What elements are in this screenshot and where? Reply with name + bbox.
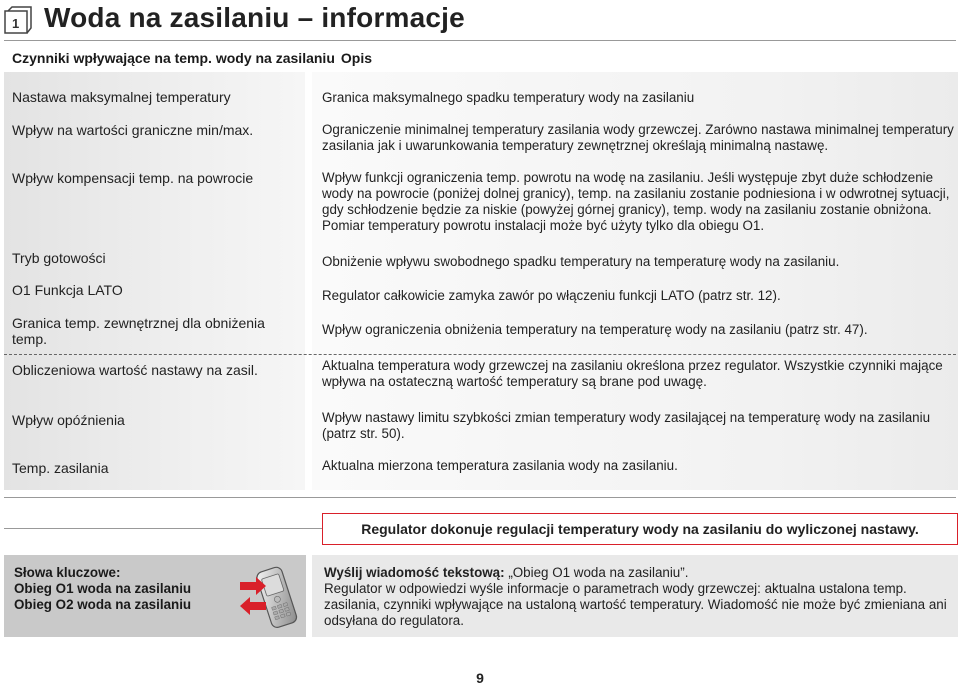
- column-header-description: Opis: [340, 50, 372, 66]
- book-icon: [4, 6, 32, 34]
- factor-label: Temp. zasilania: [12, 460, 109, 476]
- factor-label: O1 Funkcja LATO: [12, 282, 123, 298]
- mobile-phone-icon: [238, 560, 304, 634]
- callout-container: [322, 513, 958, 545]
- factor-label: Granica temp. zewnętrznej dla obniżenia temp.: [12, 315, 265, 347]
- factor-label: Nastawa maksymalnej temperatury: [12, 89, 231, 105]
- factor-description: Aktualna mierzona temperatura zasilania wody na zasilaniu.: [322, 458, 678, 473]
- sms-command: „Obieg O1 woda na zasilaniu”.: [508, 565, 689, 580]
- keywords-heading: Słowa kluczowe:: [14, 565, 121, 580]
- sms-body: Regulator w odpowiedzi wyśle informacje o parametrach wody grzewczej: aktualna ustalona temp. zasilania, czynniki wpływające na ustaloną wartość temperatury. Wiadomość nie może być zmieniana ani odsyłana do regulatora.: [324, 581, 947, 628]
- section-divider: [4, 354, 956, 355]
- column-header-factors: Czynniki wpływające na temp. wody na zasilaniu: [12, 50, 335, 66]
- factor-label: Wpływ kompensacji temp. na powrocie: [12, 170, 254, 186]
- sms-box: [312, 555, 958, 637]
- factor-description: Aktualna temperatura wody grzewczej na zasilaniu określona przez regulator. Wszystkie czynniki mające wpływa na ostateczną wartość temperatury są brane pod uwagę.: [322, 358, 943, 389]
- keyword-item: Obieg O1 woda na zasilaniu: [14, 581, 192, 596]
- page-number: 9: [476, 670, 484, 686]
- factor-label: Wpływ na wartości graniczne min/max.: [12, 122, 254, 138]
- column-headers: [12, 50, 372, 66]
- header-divider: [4, 40, 956, 41]
- factor-label: Obliczeniowa wartość nastawy na zasil.: [12, 362, 258, 378]
- bottom-divider: [4, 497, 956, 498]
- callout-leader-line: [4, 528, 322, 529]
- factor-label: Wpływ opóźnienia: [12, 412, 125, 428]
- factor-description: Regulator całkowicie zamyka zawór po włączeniu funkcji LATO (patrz str. 12).: [322, 288, 781, 303]
- factor-description: Ograniczenie minimalnej temperatury zasilania wody grzewczej. Zarówno nastawa minimalnej temperatury zasilania jak i uwarunkowania temperatury zewnętrznej określają minimalną nastawę.: [322, 122, 954, 153]
- keyword-item: Obieg O2 woda na zasilaniu: [14, 597, 192, 612]
- sms-lead: Wyślij wiadomość tekstową:: [324, 565, 505, 580]
- factor-label: Tryb gotowości: [12, 250, 106, 266]
- factor-description: Granica maksymalnego spadku temperatury wody na zasilaniu: [322, 90, 695, 105]
- factor-description: Wpływ ograniczenia obniżenia temperatury na temperaturę wody na zasilaniu (patrz str. 47).: [322, 322, 868, 337]
- callout-note: Regulator dokonuje regulacji temperatury wody na zasilaniu do wyliczonej nastawy.: [322, 513, 958, 545]
- sms-text: [324, 565, 954, 629]
- factor-description: Obniżenie wpływu swobodnego spadku temperatury na temperaturę wody na zasilaniu.: [322, 254, 840, 269]
- svg-text:1: 1: [12, 16, 20, 31]
- factor-description: Wpływ funkcji ograniczenia temp. powrotu na wodę na zasilaniu. Jeśli występuje zbyt duże schłodzenie wody na powrocie (poniżej dolnej granicy), temp. na zasilaniu zostanie podniesiona i w odwrotnej sytuacji, gdy schłodzenie będzie za niskie (powyżej górnej granicy), temp. wody na zasilaniu zostanie obniżona. Pomiar temperatury powrotu instalacji może być użyty tylko dla obiegu O1.: [322, 170, 950, 233]
- page-header: [0, 0, 960, 40]
- page-title: Woda na zasilaniu – informacje: [44, 2, 465, 33]
- keywords-text: [14, 565, 191, 613]
- factor-description: Wpływ nastawy limitu szybkości zmian temperatury wody zasilającej na temperaturę wody na zasilaniu (patrz str. 50).: [322, 410, 931, 441]
